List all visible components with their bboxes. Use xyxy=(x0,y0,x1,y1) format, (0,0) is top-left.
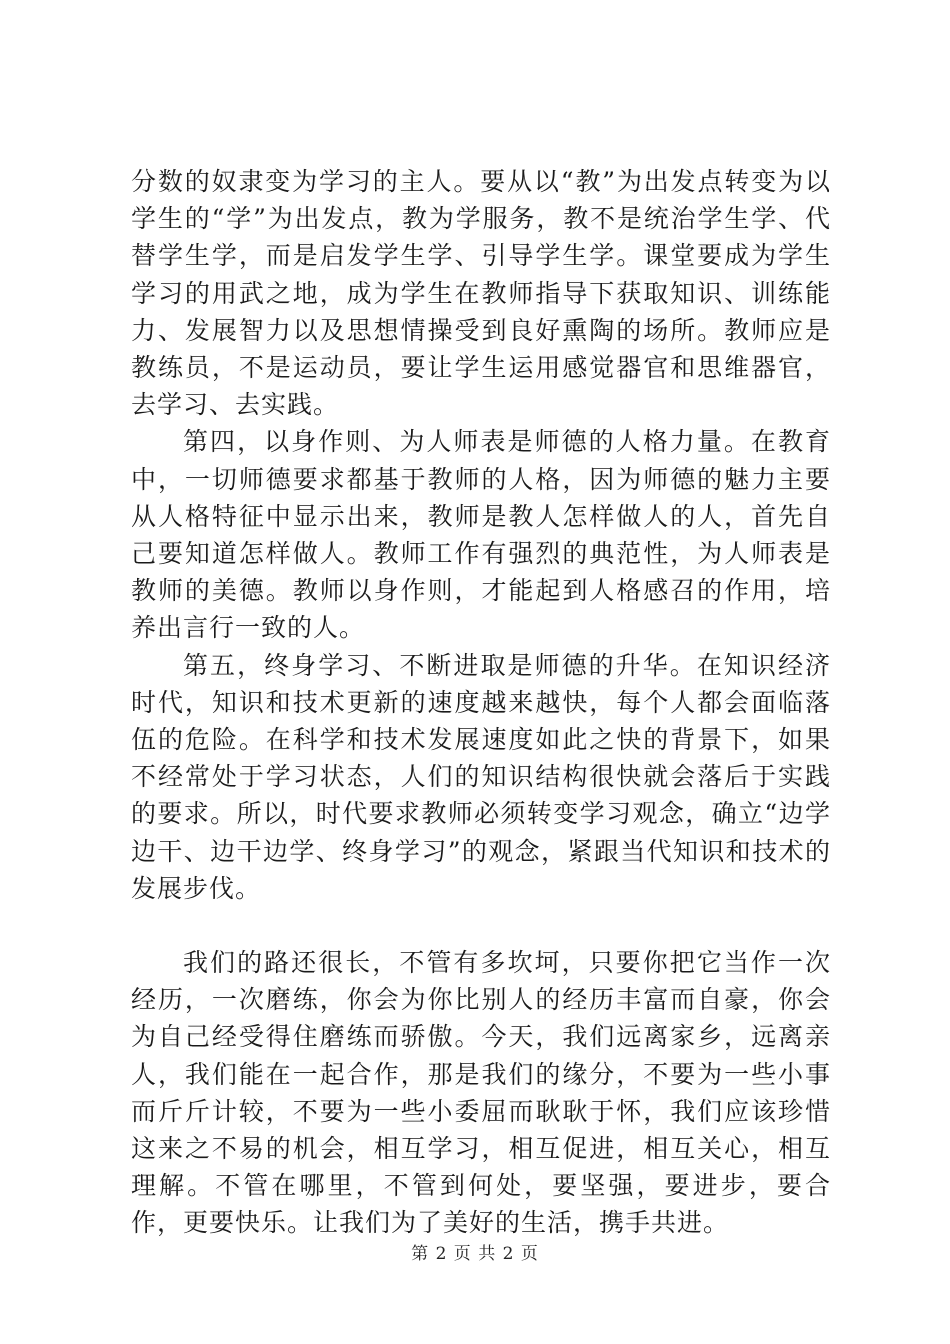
paragraph-continuation: 分数的奴隶变为学习的主人。要从以“教”为出发点转变为以学生的“学”为出发点，教为学服务，教不是统治学生学、代替学生学，而是启发学生学、引导学生学。课堂要成为学生学习的用武之地，成为学生在教师指导下获取知识、训练能力、发展智力以及思想情操受到良好熏陶的场所。教师应是教练员，不是运动员，要让学生运用感觉器官和思维器官，去学习、去实践。 xyxy=(131,167,831,420)
paragraph-gap xyxy=(131,907,831,944)
paragraph-fifth-point: 第五，终身学习、不断进取是师德的升华。在知识经济时代，知识和技术更新的速度越来越快，每个人都会面临落伍的危险。在科学和技术发展速度如此之快的背景下，如果不经常处于学习状态，人们的知识结构很快就会落后于实践的要求。所以，时代要求教师必须转变学习观念，确立“边学边干、边干边学、终身学习”的观念，紧跟当代知识和技术的发展步伐。 xyxy=(131,650,831,903)
paragraph-closing: 我们的路还很长，不管有多坎坷，只要你把它当作一次经历，一次磨练，你会为你比别人的经历丰富而自豪，你会为自己经受得住磨练而骄傲。今天，我们远离家乡，远离亲人，我们能在一起合作，那是我们的缘分，不要为一些小事而斤斤计较，不要为一些小委屈而耿耿于怀，我们应该珍惜这来之不易的机会，相互学习，相互促进，相互关心，相互理解。不管在哪里，不管到何处，要坚强，要进步，要合作，更要快乐。让我们为了美好的生活，携手共进。 xyxy=(131,948,831,1238)
page-number-footer: 第 2 页 共 2 页 xyxy=(411,1244,539,1264)
document-body xyxy=(131,163,831,1242)
paragraph-fourth-point: 第四，以身作则、为人师表是师德的人格力量。在教育中，一切师德要求都基于教师的人格，因为师德的魅力主要从人格特征中显示出来，教师是教人怎样做人的人，首先自己要知道怎样做人。教师工作有强烈的典范性，为人师表是教师的美德。教师以身作则，才能起到人格感召的作用，培养出言行一致的人。 xyxy=(131,427,831,643)
